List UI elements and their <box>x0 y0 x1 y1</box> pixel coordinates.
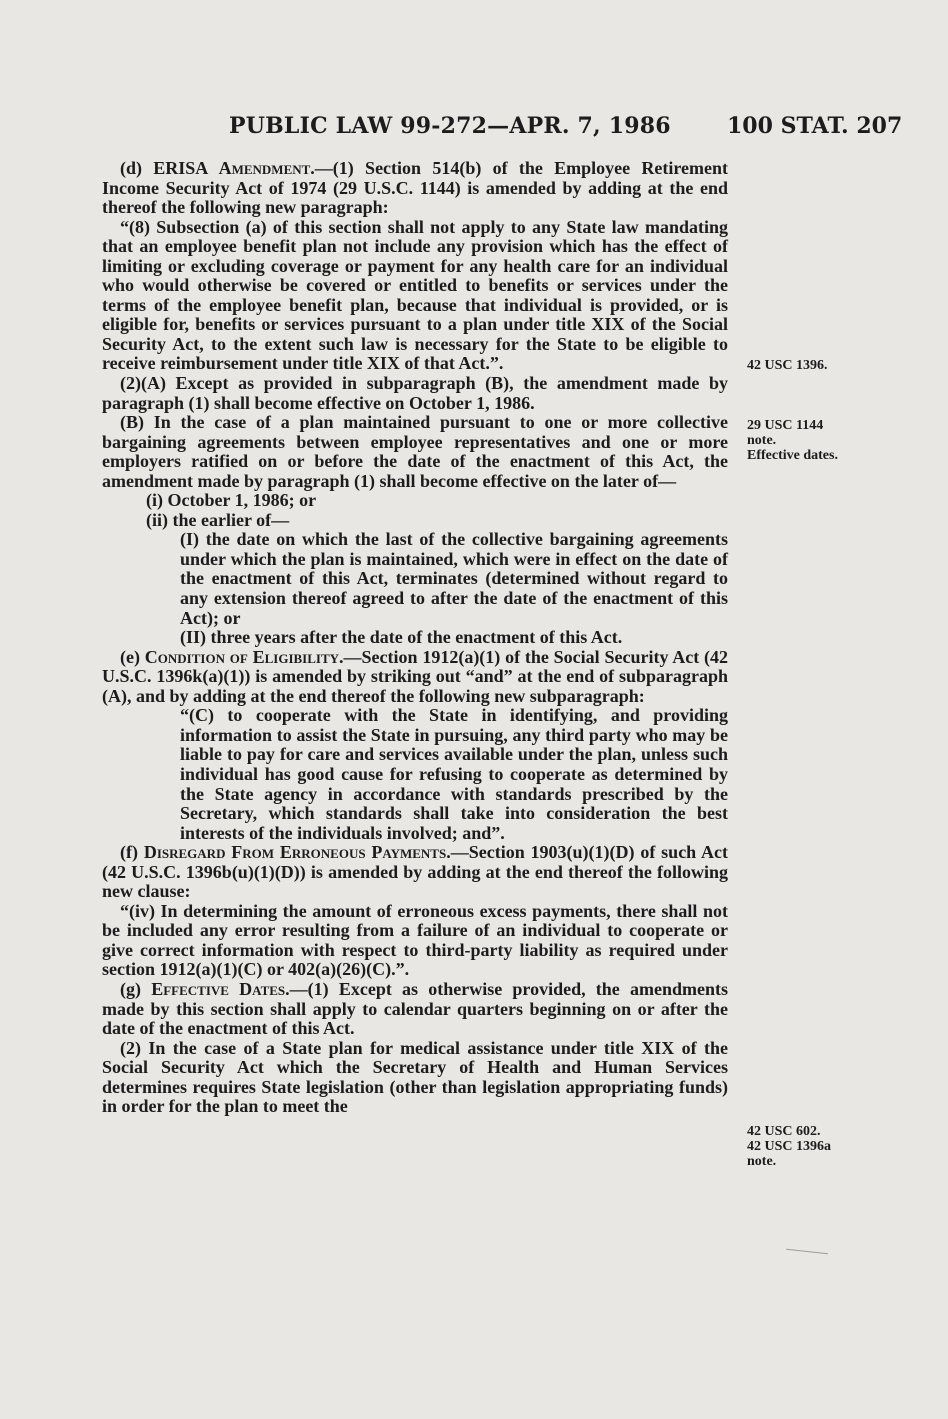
subclause-II: (II) three years after the date of the enactment of this Act. <box>180 627 623 648</box>
section-heading: Disregard From Erroneous Payments <box>143 842 447 863</box>
clause-ii: (ii) the earlier of— <box>146 509 290 530</box>
paragraph-g: (g) Effective Dates.—(1) Except as otherwise provided, the amendments made by this section shall apply to calendar quarters beginning on or after the date of the enactment of this Act. <box>102 978 728 1039</box>
paragraph-d: (d) ERISA Amendment.—(1) Section 514(b) of the Employee Retirement Income Security Act of 1974 (29 U.S.C. 1144) is amended by adding at the end thereof the following new paragraph: <box>102 158 728 218</box>
running-header-stat: 100 STAT. 207 <box>727 113 903 139</box>
paragraph-d-8: “(8) Subsection (a) of this section shall not apply to any State law mandating that an employee benefit plan not include any provision which has the effect of limiting or excluding coverage or payment for any health care for an individual who would otherwise be covered or entitled to benefits or services under the terms of the employee benefit plan, because that individual is provided, or is eligible for, benefits or services pursuant to a plan under title XIX of the Social Security Act, to the extent such law is necessary for the State to be eligible to receive reimbursement under title XIX of that Act.”. <box>102 216 728 374</box>
subclause-I: (I) the date on which the last of the collective bargaining agreements under which the plan is maintained, which were in effect on the date of the enactment of this Act, terminates (determined without regard to any extension thereof agreed to after the date of the enactment of this Act); or <box>180 529 728 628</box>
paragraph-d-2a: (2)(A) Except as provided in subparagraph (B), the amendment made by paragraph (1) shall become effective on October 1, 1986. <box>102 373 728 413</box>
margin-note-3: 42 USC 602. 42 USC 1396a note. <box>747 1124 832 1169</box>
section-heading: Condition of Eligibility <box>144 646 340 667</box>
paragraph-e: (e) Condition of Eligibility.—Section 1912(a)(1) of the Social Security Act (42 U.S.C. 1396k(a)(1)) is amended by striking out “and” at the end of subparagraph (A), and by adding at the end thereof the following new subparagraph: <box>102 646 729 706</box>
paragraph-f-iv: “(iv) In determining the amount of erroneous excess payments, there shall not be included any error resulting from a failure of an individual to cooperate or give correct information with respect to third-party liability as required under section 1912(a)(1)(C) or 402(a)(26)(C).”. <box>102 900 728 980</box>
paragraph-g-2: (2) In the case of a State plan for medical assistance under title XIX of the Social Security Act which the Secretary of Health and Human Services determines requires State legislation (other than legislation appropriating funds) in order for the plan to meet the <box>102 1037 728 1117</box>
running-header-title: PUBLIC LAW 99-272—APR. 7, 1986 <box>229 113 671 139</box>
pen-mark <box>786 1249 828 1254</box>
section-heading: Amendment <box>218 158 311 178</box>
body-text <box>102 159 728 1117</box>
paragraph-d-2b: (B) In the case of a plan maintained pursuant to one or more collective bargaining agreements between employee representatives and one or more employers ratified on or before the date of the enactment of this Act, the amendment made by paragraph (1) shall become effective on the later of— <box>102 412 728 491</box>
margin-note-2: 29 USC 1144 note. Effective dates. <box>747 418 838 463</box>
margin-note-1: 42 USC 1396. <box>747 358 828 373</box>
section-heading: Effective Dates <box>151 978 286 999</box>
clause-i: (i) October 1, 1986; or <box>146 490 317 511</box>
paragraph-f: (f) Disregard From Erroneous Payments.—Section 1903(u)(1)(D) of such Act (42 U.S.C. 1396b(u)(1)(D)) is amended by adding at the end thereof the following new clause: <box>102 842 729 902</box>
paragraph-e-c: “(C) to cooperate with the State in identifying, and providing information to assist the State in pursuing, any third party who may be liable to pay for care and services available under the plan, unless such individual has good cause for refusing to cooperate as determined by the State agency in accordance with standards prescribed by the Secretary, which standards shall take into consideration the best interests of the individuals involved; and”. <box>180 705 728 843</box>
